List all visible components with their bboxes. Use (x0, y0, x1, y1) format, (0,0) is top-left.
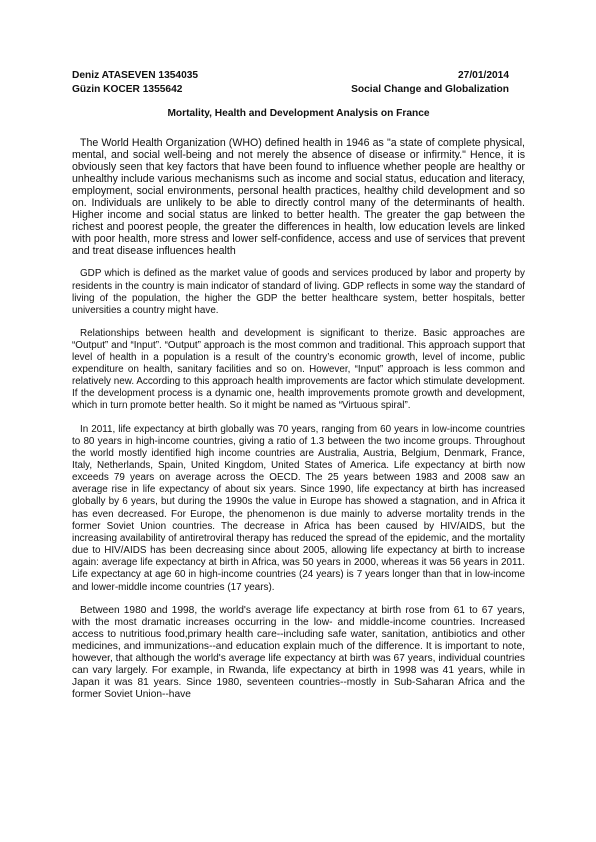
paragraph-health-development: Relationships between health and development is significant to therize. Basic approaches are “Output” and “Input”. “Output” approach is the most common and traditional. This approach support that level of health in a population is a result of the country’s economic growth, level of income, public expenditure on health, sanitary facilities and so on. However, “Input” approach is less common and relatively new. According to this approach health improvements are factor which stimulate development. If the development process is a dynamic one, health improvements promote growth and development, which in turn promote better health. So it might be named as “Virtuous spiral”. (72, 327, 525, 412)
document-header (72, 69, 509, 96)
paragraph-gdp: GDP which is defined as the market value of goods and services produced by labor and property by residents in the country is main indicator of standard of living. GDP reflects in some way the standard of living of the population, the higher the GDP the better healthcare system, better hospitals, better universities a country might have. (72, 268, 525, 316)
course-name: Social Change and Globalization (351, 83, 509, 95)
author-1: Deniz ATASEVEN 1354035 (72, 70, 199, 81)
document-date: 27/01/2014 (458, 70, 509, 81)
paragraph-life-expectancy-2011: In 2011, life expectancy at birth globally was 70 years, ranging from 60 years in low-income countries to 80 years in high-income countries, giving a ratio of 1.3 between the two income groups. Throughout the world mostly identified high income countries are Australia, Austria, Belgium, Denmark, France, Italy, Netherlands, Spain, United Kingdom, United States of America. Life expectancy at birth now exceeds 79 years on average across the OECD. The 25 years between 1983 and 2008 saw an average rise in life expectancy of about six years. Since 1990, life expectancy at birth has increased globally by 6 years, but during the 1990s the value in Europe has showed a stagnation, and in Africa it has even decreased. For Europe, the phenomenon is due mainly to adverse mortality trends in the former Soviet Union countries. The decrease in Africa has been caused by HIV/AIDS, but the increasing availability of antiretroviral therapy has reduced the spread of the epidemic, and the mortality due to HIV/AIDS has been decreasing since about 2005, allowing life expectancy at birth to increase again: average life expectancy at birth in Africa, was 50 years in 2000, whereas it was 56 years in 2011. Life expectancy at age 60 in high-income countries (24 years) is 7 years longer than that in low-income and lower-middle income countries (17 years). (72, 423, 525, 593)
document-body (72, 137, 525, 701)
header-row-2 (72, 83, 509, 97)
paragraph-life-expectancy-1980-1998: Between 1980 and 1998, the world's average life expectancy at birth rose from 61 to 67 years, with the most dramatic increases occurring in the low- and middle-income countries. Increased access to nutritious food,primary health care--including safe water, sanitation, antibiotics and other medicines, and immunizations--and education explain much of the difference. It is important to note, however, that although the world's average life expectancy at birth was 67 years, individual countries can vary largely. For example, in Rwanda, life expectancy at birth in 1998 was 41 years, while in Japan it was 81 years. Since 1980, seventeen countries--mostly in Sub-Saharan Africa and the former Soviet Union--have (72, 604, 525, 701)
author-2: Güzin KOCER 1355642 (72, 83, 183, 95)
paragraph-health-definition: The World Health Organization (WHO) defined health in 1946 as "a state of complete physical, mental, and social well-being and not merely the absence of disease or infirmity." Hence, it is obviously seen that key factors that have been found to influence whether people are healthy or unhealthy include various mechanisms such as income and social status, education and literacy, employment, social environments, personal health practices, healthy child development and so on. Individuals are unlikely to be able to directly control many of the determinants of health. Higher income and social status are linked to better health. The greater the gap between the richest and poorest people, the greater the differences in health, low education levels are linked with poor health, more stress and lower self-confidence, access and use of services that prevent and treat disease influences health (72, 137, 525, 258)
header-row-1 (72, 69, 509, 83)
document-title: Mortality, Health and Development Analysis on France (167, 108, 430, 119)
